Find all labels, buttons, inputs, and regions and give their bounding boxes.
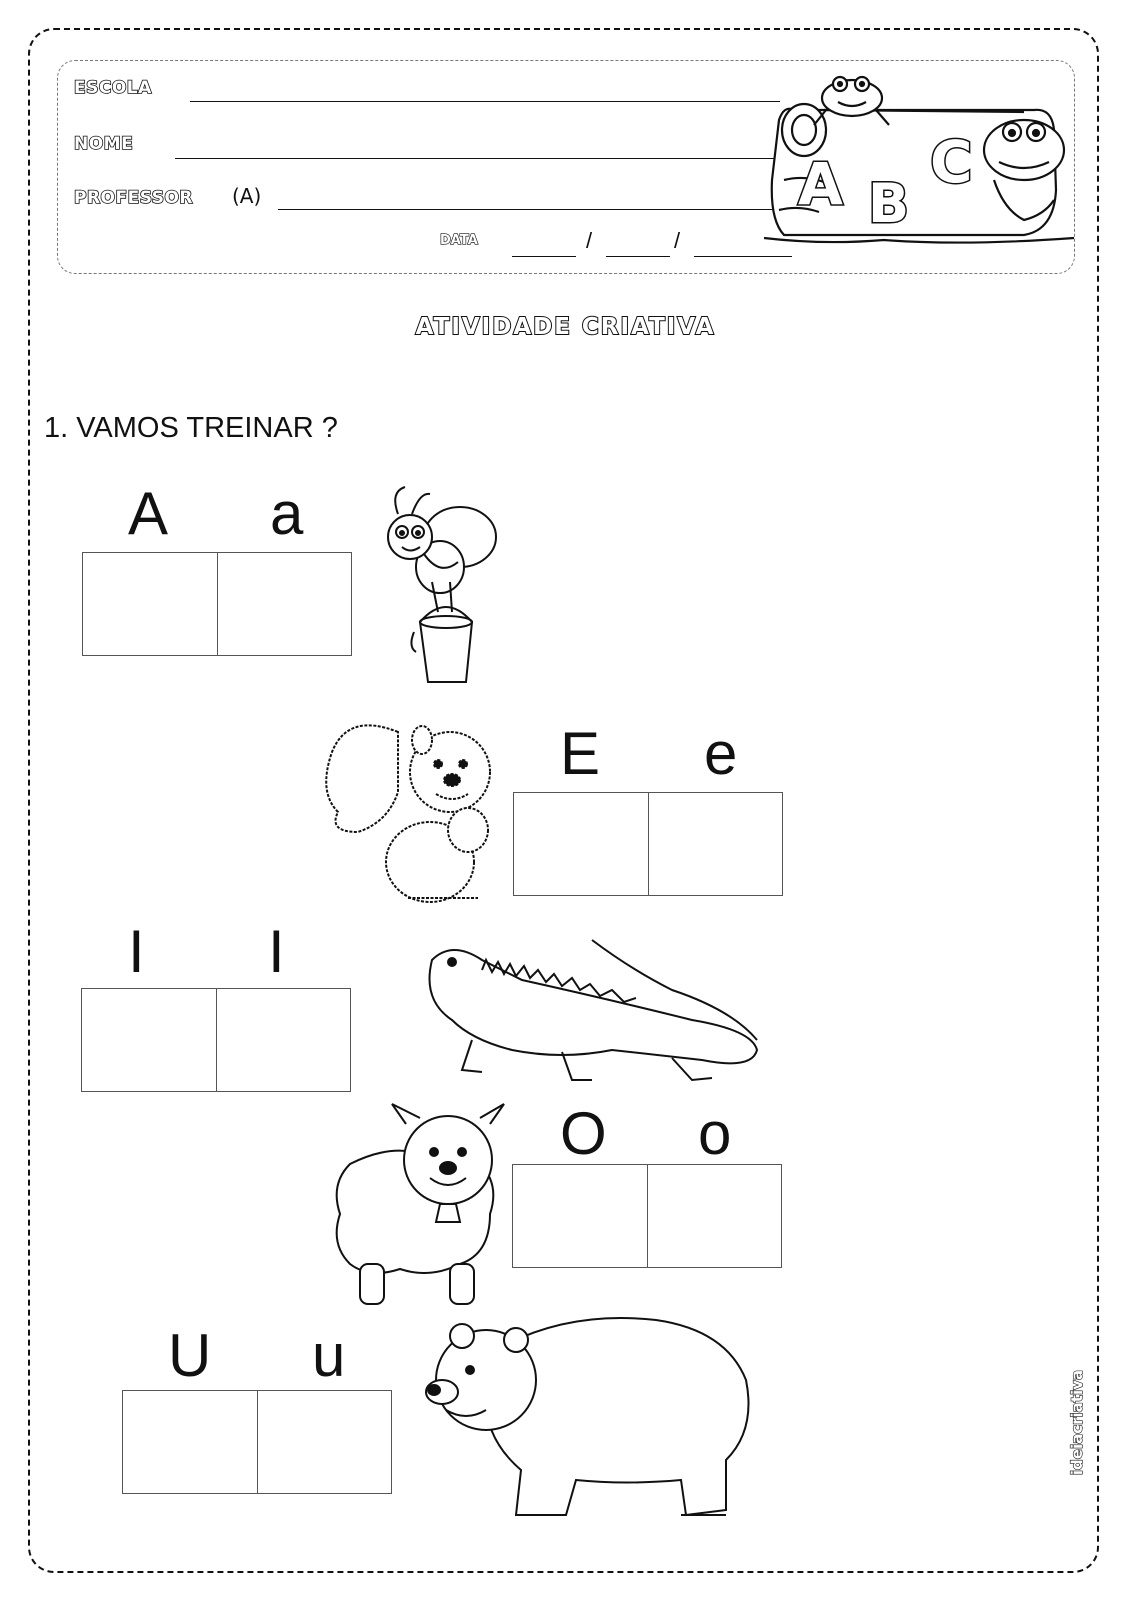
squirrel-illustration (318, 712, 494, 908)
letter-lower-o: o (698, 1100, 732, 1167)
activity-title: ATIVIDADE CRIATIVA (415, 314, 716, 340)
letter-lower-a: a (270, 480, 304, 547)
letter-upper-e: E (560, 720, 601, 787)
writing-box-upper[interactable] (123, 1391, 257, 1493)
abc-letter-b: B (868, 172, 910, 235)
letter-upper-i: I (128, 918, 145, 985)
nome-label: NOME (74, 134, 134, 154)
writing-box-upper[interactable] (513, 1165, 647, 1267)
date-separator: / (674, 228, 681, 253)
writing-box-lower[interactable] (216, 989, 350, 1091)
watermark (1068, 1370, 1092, 1555)
writing-box-lower[interactable] (647, 1165, 781, 1267)
letter-lower-u: u (312, 1322, 346, 1389)
abc-letter-c: C (930, 128, 973, 196)
writing-box-upper[interactable] (83, 553, 217, 655)
sheep-illustration (330, 1104, 510, 1310)
nome-field[interactable] (175, 158, 775, 159)
writing-box-upper[interactable] (82, 989, 216, 1091)
abc-log-illustration (764, 70, 1082, 250)
writing-boxes-i (81, 988, 351, 1092)
letter-upper-u: U (168, 1322, 212, 1389)
letter-upper-o: O (560, 1100, 607, 1167)
date-day-field[interactable] (512, 256, 576, 257)
letter-lower-i: I (268, 918, 285, 985)
writing-box-lower[interactable] (648, 793, 782, 895)
writing-box-lower[interactable] (217, 553, 351, 655)
escola-field[interactable] (190, 101, 780, 102)
writing-boxes-o (512, 1164, 782, 1268)
letter-lower-e: e (704, 720, 738, 787)
escola-label: ESCOLA (74, 78, 152, 98)
professor-label: PROFESSOR (74, 188, 193, 208)
letter-upper-a: A (128, 480, 169, 547)
date-year-field[interactable] (694, 256, 792, 257)
writing-boxes-a (82, 552, 352, 656)
writing-box-upper[interactable] (514, 793, 648, 895)
date-separator: / (586, 228, 593, 253)
professor-suffix: (A) (232, 184, 262, 208)
date-month-field[interactable] (606, 256, 670, 257)
bear-illustration (426, 1310, 756, 1528)
writing-box-lower[interactable] (257, 1391, 391, 1493)
question-text: 1. VAMOS TREINAR ? (44, 412, 338, 444)
bee-illustration (380, 482, 510, 690)
watermark-text: ideiacriativa (1068, 1370, 1086, 1476)
professor-field[interactable] (278, 209, 773, 210)
writing-boxes-e (513, 792, 783, 896)
iguana-illustration (412, 940, 762, 1090)
writing-boxes-u (122, 1390, 392, 1494)
data-label: DATA (440, 233, 478, 248)
abc-letter-a: A (798, 150, 843, 218)
